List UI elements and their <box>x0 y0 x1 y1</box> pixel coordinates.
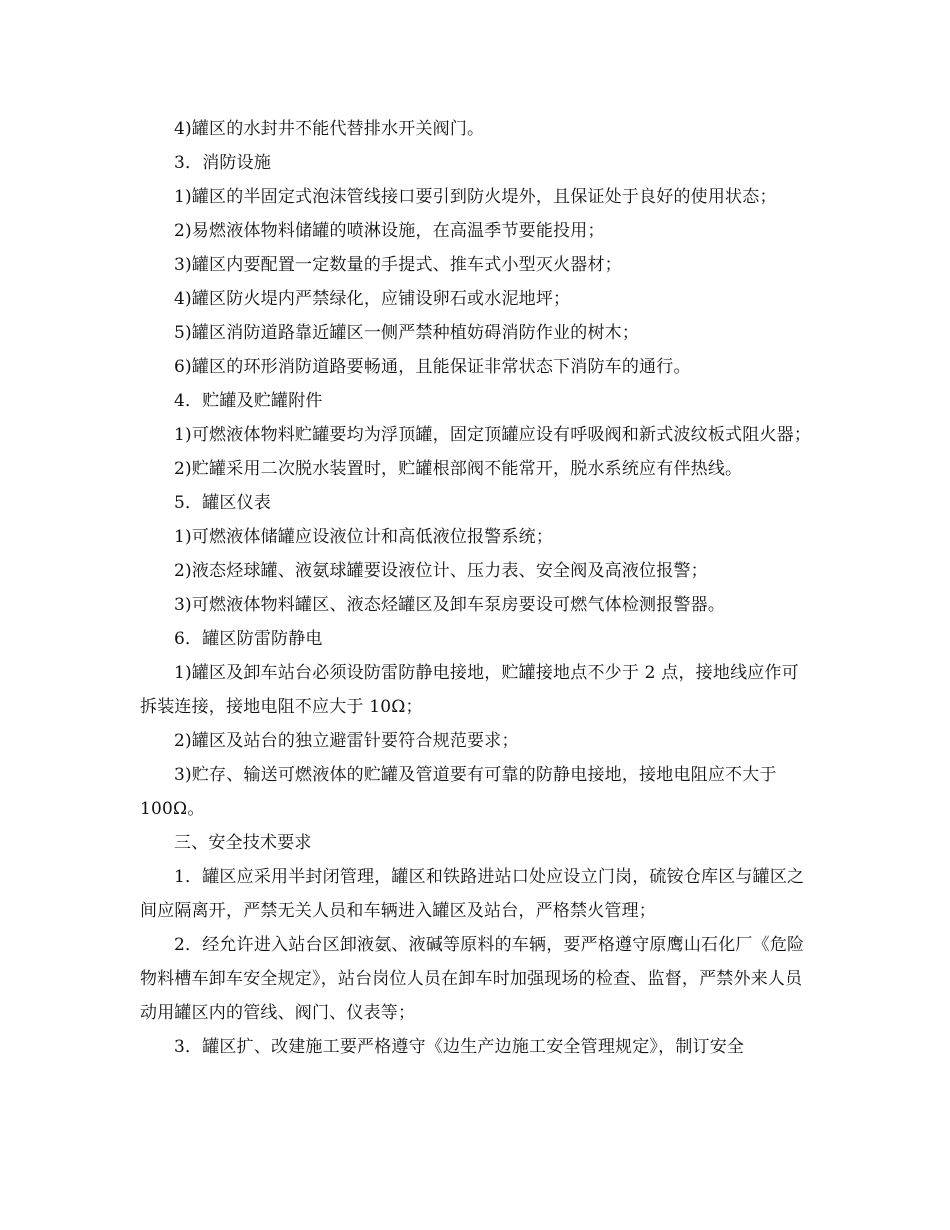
paragraph: 1)罐区及卸车站台必须设防雷防静电接地，贮罐接地点不少于 2 点，接地线应作可拆装连接，接地电阻不应大于 10Ω； <box>140 663 799 717</box>
paragraph: 3)可燃液体物料罐区、液态烃罐区及卸车泵房要设可燃气体检测报警器。 <box>174 595 726 615</box>
section-heading: 5．罐区仪表 <box>174 493 272 513</box>
paragraph: 4)罐区的水封井不能代替排水开关阀门。 <box>174 119 485 139</box>
paragraph: 5)罐区消防道路靠近罐区一侧严禁种植妨碍消防作业的树木； <box>174 323 640 343</box>
paragraph: 2．经允许进入站台区卸液氨、液碱等原料的车辆，要严格遵守原鹰山石化厂《危险物料槽车卸车安全规定》，站台岗位人员在卸车时加强现场的检查、监督，严禁外来人员动用罐区内的管线、阀门、仪表等； <box>140 935 805 1023</box>
paragraph: 1)罐区的半固定式泡沫管线接口要引到防火堤外，且保证处于良好的使用状态； <box>174 187 777 207</box>
paragraph: 1．罐区应采用半封闭管理，罐区和铁路进站口处应设立门岗，硫铵仓库区与罐区之间应隔离开，严禁无关人员和车辆进入罐区及站台，严格禁火管理； <box>140 867 805 921</box>
paragraph: 3)贮存、输送可燃液体的贮罐及管道要有可靠的防静电接地，接地电阻应不大于 100Ω。 <box>140 765 777 819</box>
paragraph: 2)液态烃球罐、液氨球罐要设液位计、压力表、安全阀及高液位报警； <box>174 561 708 581</box>
section-heading: 4．贮罐及贮罐附件 <box>174 391 323 411</box>
paragraph: 1)可燃液体储罐应设液位计和高低液位报警系统； <box>174 527 554 547</box>
section-heading: 6．罐区防雷防静电 <box>174 629 323 649</box>
section-heading: 3．消防设施 <box>174 153 272 173</box>
paragraph: 2)贮罐采用二次脱水装置时，贮罐根部阀不能常开，脱水系统应有伴热线。 <box>174 459 743 479</box>
paragraph: 4)罐区防火堤内严禁绿化，应铺设卵石或水泥地坪； <box>174 289 571 309</box>
paragraph: 3)罐区内要配置一定数量的手提式、推车式小型灭火器材； <box>174 255 622 275</box>
document-body <box>140 112 812 1064</box>
paragraph: 2)易燃液体物料储罐的喷淋设施，在高温季节要能投用； <box>174 221 605 241</box>
paragraph: 3．罐区扩、改建施工要严格遵守《边生产边施工安全管理规定》，制订安全 <box>174 1037 745 1057</box>
chapter-heading: 三、安全技术要求 <box>174 833 312 853</box>
paragraph: 6)罐区的环形消防道路要畅通，且能保证非常状态下消防车的通行。 <box>174 357 691 377</box>
paragraph: 1)可燃液体物料贮罐要均为浮顶罐，固定顶罐应设有呼吸阀和新式波纹板式阻火器； <box>174 425 812 445</box>
paragraph: 2)罐区及站台的独立避雷针要符合规范要求； <box>174 731 519 751</box>
